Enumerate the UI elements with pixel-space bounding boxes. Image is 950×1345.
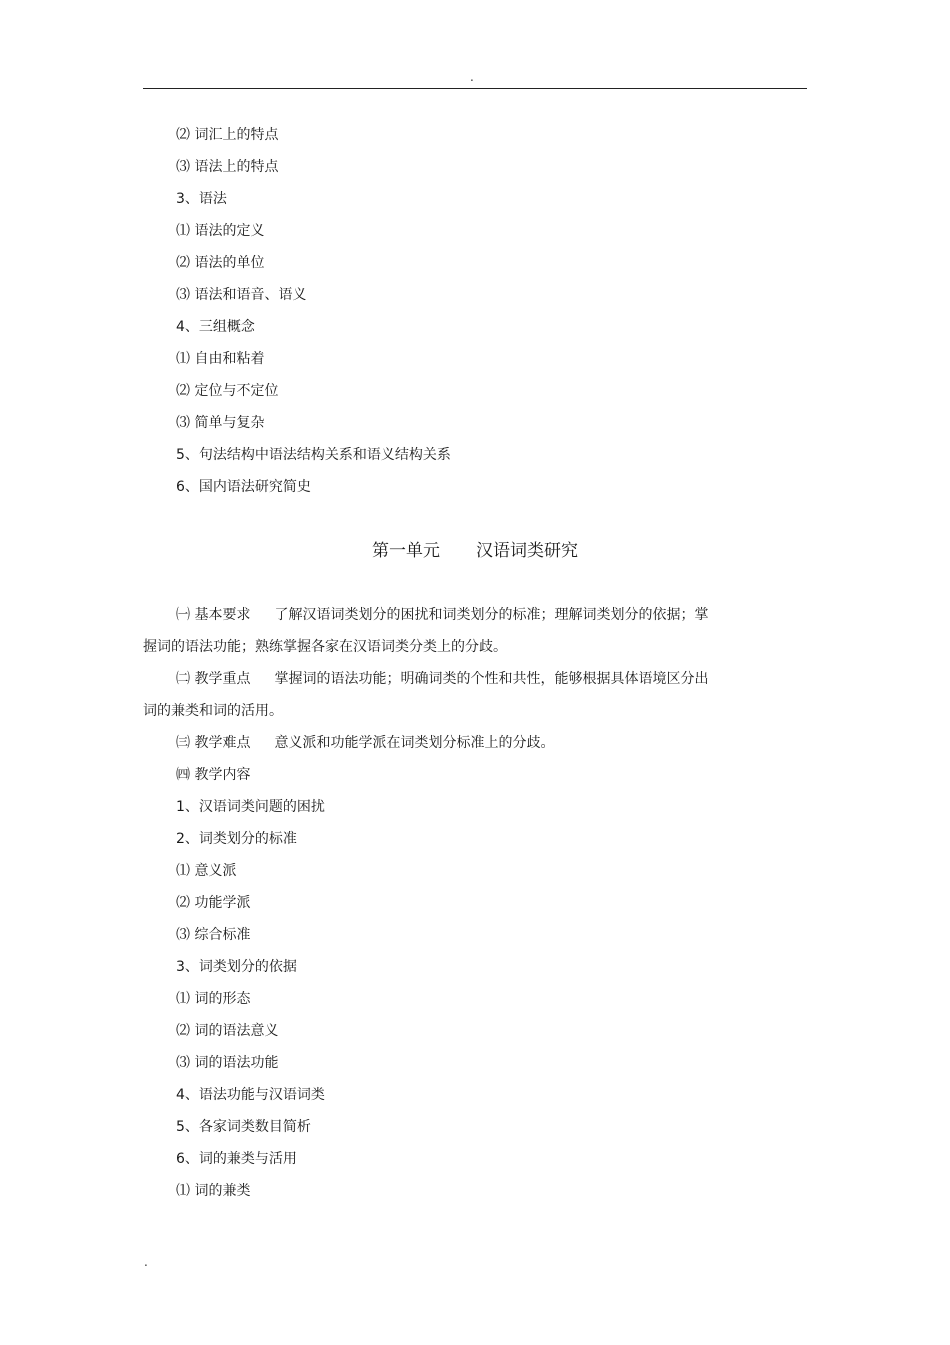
page-header-mark: . <box>470 70 474 84</box>
section-label: ㈢ 教学难点 <box>176 735 251 751</box>
list-item: ⑶ 语法和语音、语义 <box>176 287 307 303</box>
list-item: 3、语法 <box>176 191 227 207</box>
section-text: 了解汉语词类划分的困扰和词类划分的标准；理解词类划分的依据；掌 <box>274 607 709 623</box>
list-item: ⑴ 语法的定义 <box>176 223 265 239</box>
unit-title <box>0 540 950 562</box>
list-item: ⑴ 意义派 <box>176 863 237 879</box>
section-text: 意义派和功能学派在词类划分标准上的分歧。 <box>274 735 555 751</box>
section-label: ㈠ 基本要求 <box>176 607 251 623</box>
list-item: 2、词类划分的标准 <box>176 831 297 847</box>
section-teaching-difficulty <box>176 733 554 753</box>
list-item: ⑴ 词的兼类 <box>176 1183 251 1199</box>
list-item: ⑶ 语法上的特点 <box>176 159 279 175</box>
list-item: ⑴ 自由和粘着 <box>176 351 265 367</box>
header-rule <box>143 88 807 89</box>
list-item: 6、国内语法研究简史 <box>176 479 311 495</box>
list-item: 5、句法结构中语法结构关系和语义结构关系 <box>176 447 451 463</box>
list-item: ⑵ 语法的单位 <box>176 255 265 271</box>
list-item: ⑵ 功能学派 <box>176 895 251 911</box>
section-text: 掌握词的语法功能；明确词类的个性和共性，能够根据具体语境区分出 <box>274 671 709 687</box>
list-item: ⑵ 定位与不定位 <box>176 383 279 399</box>
list-item: 4、语法功能与汉语词类 <box>176 1087 325 1103</box>
list-item: 3、词类划分的依据 <box>176 959 297 975</box>
section-teaching-content: ㈣ 教学内容 <box>176 767 251 783</box>
unit-number: 第一单元 <box>372 541 440 561</box>
page-footer-mark: . <box>144 1255 148 1269</box>
list-item: ⑶ 综合标准 <box>176 927 251 943</box>
list-item: 1、汉语词类问题的困扰 <box>176 799 325 815</box>
section-label: ㈡ 教学重点 <box>176 671 251 687</box>
list-item: 6、词的兼类与活用 <box>176 1151 297 1167</box>
list-item: ⑵ 词汇上的特点 <box>176 127 279 143</box>
section-text-continued: 词的兼类和词的活用。 <box>143 703 283 719</box>
list-item: ⑵ 词的语法意义 <box>176 1023 279 1039</box>
section-basic-requirements <box>176 605 708 625</box>
list-item: ⑶ 简单与复杂 <box>176 415 265 431</box>
section-teaching-focus <box>176 669 708 689</box>
list-item: ⑴ 词的形态 <box>176 991 251 1007</box>
list-item: 5、各家词类数目简析 <box>176 1119 311 1135</box>
list-item: ⑶ 词的语法功能 <box>176 1055 279 1071</box>
section-text-continued: 握词的语法功能；熟练掌握各家在汉语词类分类上的分歧。 <box>143 639 507 655</box>
list-item: 4、三组概念 <box>176 319 255 335</box>
unit-name: 汉语词类研究 <box>476 541 578 561</box>
